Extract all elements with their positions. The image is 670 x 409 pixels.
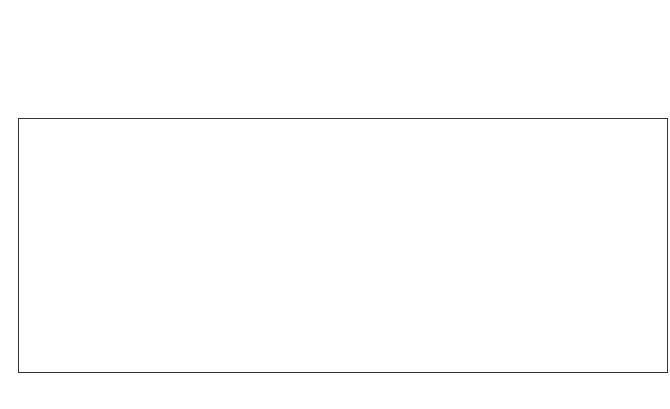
qr-code-right-icon (630, 30, 660, 60)
qr-code-left-icon (22, 22, 52, 52)
results-table (18, 118, 668, 373)
